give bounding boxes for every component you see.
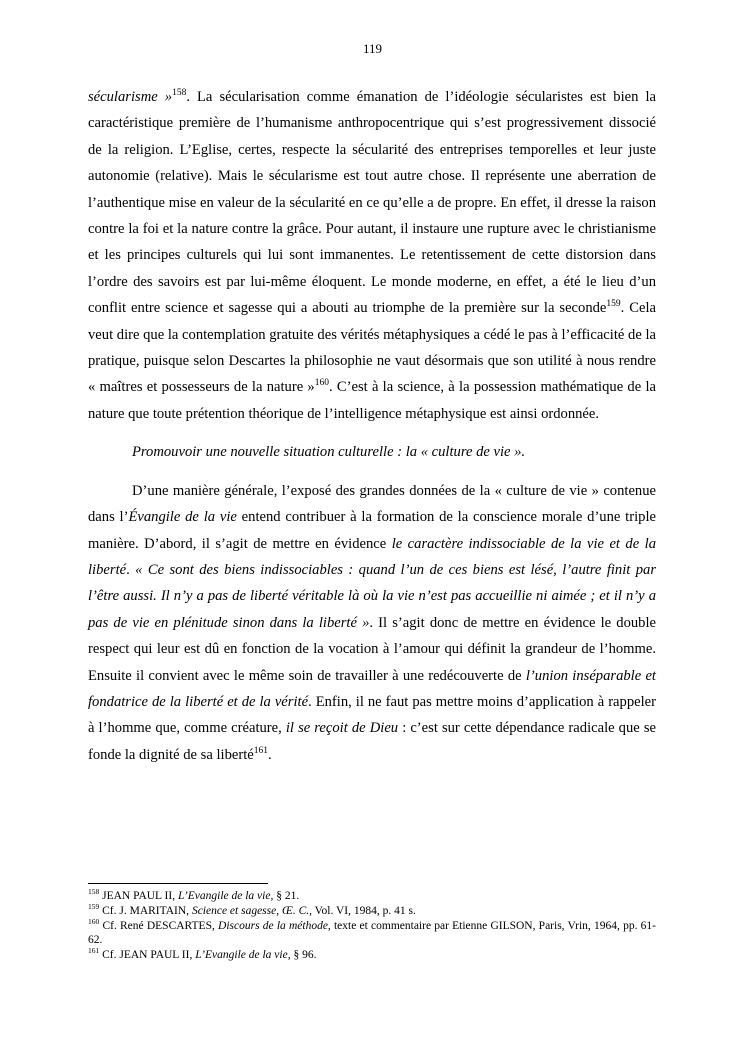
body-text [88, 84, 656, 768]
emphasis: le caractère indissociable de la vie et de la liberté [88, 535, 656, 578]
footnote-ref-161[interactable]: 161 [253, 745, 268, 756]
paragraph-text: . Cela veut dire que la contemplation gratuite des vérités métaphysiques a cédé le pas à l’efficacité de la pratique, puisque selon Descartes la philosophie ne vaut désormais que son utilité à nous rendre « maîtres et possesseurs de la nature » [88, 300, 657, 396]
page-number: 119 [362, 41, 383, 56]
footnote-159: $^{159}$ Cf. J. MARITAIN, Science et sagesse, Œ. C., Vol. VI, 1984, p. 41 s. [88, 901, 416, 917]
footnotes [88, 889, 656, 963]
footnote-161: $^{161}$ Cf. JEAN PAUL II, L’Evangile de la vie, § 96. [88, 946, 317, 962]
footnote-ref-158[interactable]: 158 [172, 88, 187, 99]
emphasis: l’union inséparable et fondatrice de la liberté et de la vérité [88, 667, 656, 710]
paragraph-culture-of-life: D’une manière générale, l’exposé des grandes données de la « culture de vie » contenue dans l’Évangile de la vie entend contribuer à la formation de la conscience morale d’une triple manière. D’abord, il s’agit de mettre en évidence le caractère indissociable de la vie et de la liberté. « Ce sont des biens indissociables : quand l’un de ces biens est lésé, l’autre finit par l’être aussi. Il n’y a pas de liberté véritable là où la vie n’est pas accueillie ni aimée ; et il n’y a pas de vie en plénitude sinon dans la liberté ». Il s’agit donc de mettre en évidence le double respect qui leur est dû en fonction de la vocation à l’amour qui définit la grandeur de l’homme. Ensuite il convient avec le même soin de travailler à une redécouverte de l’union inséparable et fondatrice de la liberté et de la vérité. Enfin, il ne faut pas mettre moins d’application à rappeler à l’homme que, comme créature, il se reçoit de Dieu : c’est sur cette dépendance radicale que se fonde la dignité de sa liberté$^{161}$. [88, 482, 657, 763]
quoted-term: sécularisme » [88, 89, 173, 105]
footnote-158: $^{158}$ JEAN PAUL II, L’Evangile de la vie, § 21. [88, 887, 300, 902]
footnote-separator [88, 883, 268, 884]
emphasis: il se reçoit de Dieu [285, 720, 399, 737]
paragraph-text: . C’est à la science, à la possession mathématique de la nature que toute prétention théorique de l’intelligence métaphysique est ainsi ordonnée. [88, 379, 656, 422]
footnote-160: $^{160}$ Cf. René DESCARTES, Discours de la méthode, texte et commentaire par Etienne GILSON, Paris, Vrin, 1964, pp. 61-62. [88, 916, 656, 947]
paragraph-secularism [88, 84, 656, 427]
book-title: Évangile de la vie [128, 509, 237, 526]
quotation: « Ce sont des biens indissociables : quand l’un de ces biens est lésé, l’autre finit par l’être aussi. Il n’y a pas de liberté véritable là où la vie n’est pas accueillie ni aimée ; et il n’y a pas de vie en plénitude sinon dans la liberté » [88, 561, 657, 631]
footnote-ref-160[interactable]: 160 [314, 378, 329, 389]
paragraph-text: . La sécularisation comme émanation de l’idéologie sécularistes est bien la caractéristique première de l’humanisme anthropocentrique qui s’est progressivement dissocié de la religion. L’Eglise, certes, respecte la sécularité des entreprises temporelles et leur juste autonomie (relative). Mais le sécularisme est tout autre chose. Il représente une aberration de l’authentique mise en valeur de la sécularité en ce qu’elle a de propre. En effet, il dresse la raison contre la foi et la nature contre la grâce. Pour autant, il instaure une rupture avec le christianisme et les principes culturels qui lui sont immanentes. Le retentissement de cette distorsion dans l’ordre des savoirs est par lui-même éloquent. Le monde moderne, en effet, a été le lieu d’un conflit entre science et sagesse qui a abouti au triomphe de la première sur la seconde [88, 89, 656, 317]
footnote-ref-159[interactable]: 159 [606, 299, 621, 310]
section-heading: Promouvoir une nouvelle situation culturelle : la « culture de vie ». [132, 444, 526, 461]
